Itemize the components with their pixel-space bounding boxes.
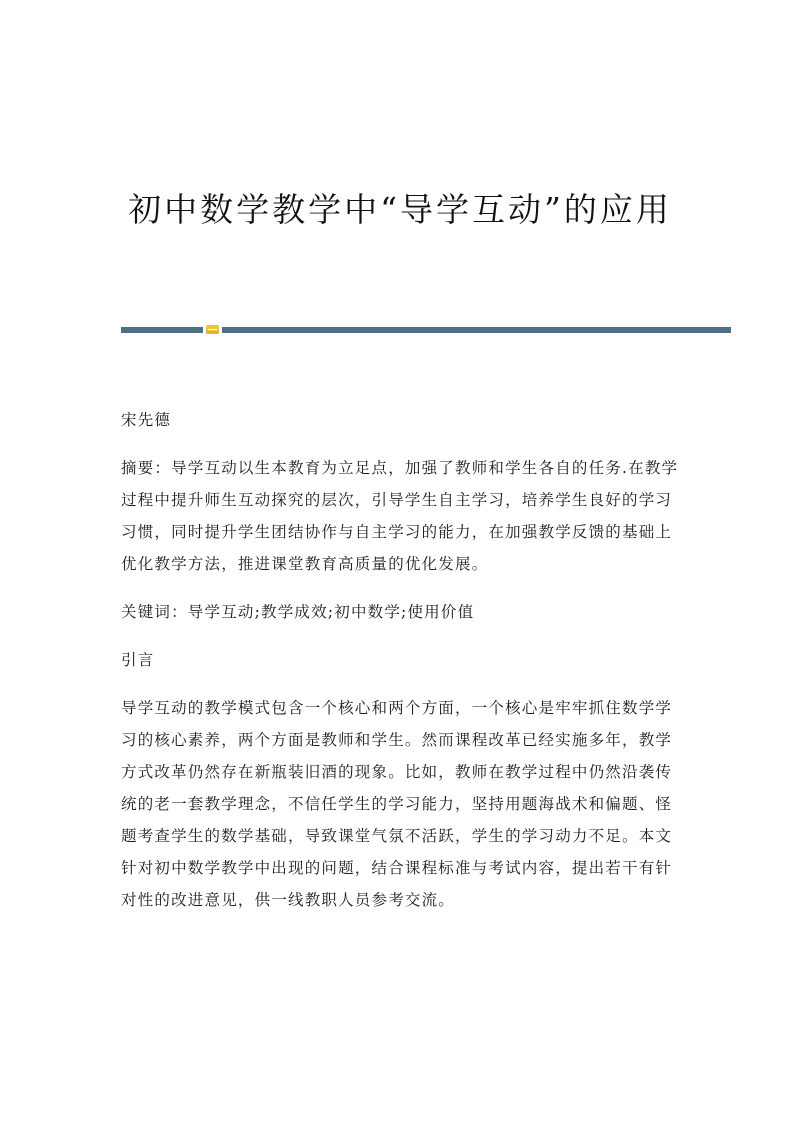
intro-paragraph: 导学互动的教学模式包含一个核心和两个方面，一个核心是牢牢抓住数学学习的核心素养，两个方面是教师和学生。然而课程改革已经实施多年，教学方式改革仍然存在新瓶装旧酒的现象。比如，教师在教学过程中仍然沿袭传统的老一套教学理念，不信任学生的学习能力，坚持用题海战术和偏题、怪题考查学生的数学基础，导致课堂气氛不活跃，学生的学习动力不足。本文针对初中数学教学中出现的问题，结合课程标准与考试内容，提出若干有针对性的改进意见，供一线教职人员参考交流。 — [121, 699, 673, 909]
envelope-icon — [206, 325, 219, 334]
abstract-paragraph: 摘要：导学互动以生本教育为立足点，加强了教师和学生各自的任务.在教学过程中提升师生互动探究的层次，引导学生自主学习，培养学生良好的学习习惯，同时提升学生团结协作与自主学习的能力，在加强教学反馈的基础上优化教学方法，推进课堂教育高质量的优化发展。 — [121, 459, 679, 573]
divider-bar-right — [222, 327, 731, 333]
section-heading-intro: 引言 — [121, 651, 155, 669]
document-title: 初中数学教学中“导学互动”的应用 — [128, 190, 672, 229]
title-divider — [121, 325, 731, 333]
divider-bar-left — [121, 327, 203, 333]
document-body — [121, 404, 683, 916]
author-name: 宋先德 — [121, 411, 172, 429]
keywords-line: 关键词：导学互动;教学成效;初中数学;使用价值 — [121, 603, 475, 621]
